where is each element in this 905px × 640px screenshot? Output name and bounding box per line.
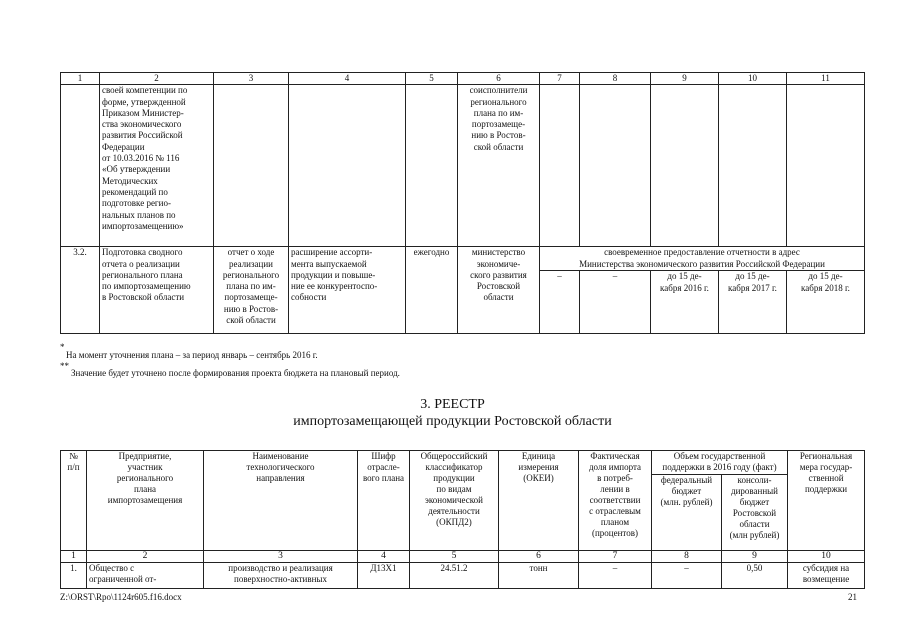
col-number: 9 xyxy=(722,551,788,563)
header-cell: № п/п xyxy=(61,451,87,551)
col-number: 7 xyxy=(579,551,652,563)
table-cell: отчет о ходе реализации регионального плана по им- портозамеще- нию в Ростов- ской области xyxy=(214,247,289,334)
table-cell: тонн xyxy=(499,563,579,589)
registry-table xyxy=(60,450,865,589)
col-number: 4 xyxy=(358,551,410,563)
table-cell: – xyxy=(579,563,652,589)
table-row xyxy=(61,85,865,247)
table-cell xyxy=(61,85,100,247)
header-cell: Фактическая доля импорта в потреб- лении в соответствии с отраслевым планом (процентов) xyxy=(579,451,652,551)
col-number: 3 xyxy=(204,551,358,563)
table-cell: до 15 де- кабря 2018 г. xyxy=(787,271,865,334)
col-number: 4 xyxy=(289,73,406,85)
header-cell: Единица измерения (ОКЕИ) xyxy=(499,451,579,551)
column-number-row xyxy=(61,73,865,85)
col-number: 3 xyxy=(214,73,289,85)
col-number: 10 xyxy=(788,551,865,563)
table-cell: – xyxy=(652,563,722,589)
table-cell xyxy=(651,85,719,247)
col-number: 6 xyxy=(458,73,540,85)
row-number: 3.2. xyxy=(61,247,100,334)
col-number: 1 xyxy=(61,551,87,563)
header-row xyxy=(61,451,865,475)
header-cell: Шифр отрасле- вого плана xyxy=(358,451,410,551)
table-cell: Подготовка сводного отчета о реализации регионального плана по импортозамещению в Ростовской области xyxy=(100,247,214,334)
action-plan-table xyxy=(60,72,865,334)
footnote-2-mark: ** xyxy=(60,361,69,371)
table-cell xyxy=(289,85,406,247)
table-cell: 0,50 xyxy=(722,563,788,589)
table-cell: 24.51.2 xyxy=(410,563,499,589)
table-cell xyxy=(580,85,651,247)
header-cell: Общероссийский классификатор продукции по видам экономической деятельности (ОКПД2) xyxy=(410,451,499,551)
table-cell xyxy=(406,85,458,247)
table-row xyxy=(61,247,865,271)
col-number: 1 xyxy=(61,73,100,85)
table-cell: – xyxy=(580,271,651,334)
table-cell: министерство экономиче- ского развития Ростовской области xyxy=(458,247,540,334)
column-number-row xyxy=(61,551,865,563)
section-subtitle: импортозамещающей продукции Ростовской области xyxy=(293,414,612,429)
table-cell: до 15 де- кабря 2016 г. xyxy=(651,271,719,334)
col-number: 11 xyxy=(787,73,865,85)
table-cell: Общество с ограниченной от- xyxy=(87,563,204,589)
table-cell: Д13Х1 xyxy=(358,563,410,589)
col-number: 2 xyxy=(100,73,214,85)
table-cell: субсидия на возмещение xyxy=(788,563,865,589)
col-number: 5 xyxy=(406,73,458,85)
col-number: 2 xyxy=(87,551,204,563)
table-cell xyxy=(787,85,865,247)
table-row xyxy=(61,563,865,589)
header-cell: консоли- дированный бюджет Ростовской области (млн рублей) xyxy=(722,475,788,551)
col-number: 6 xyxy=(499,551,579,563)
merged-cell: своевременное предоставление отчетности в адрес Министерства экономического развития Российской Федерации xyxy=(540,247,865,271)
footnote-1: На момент уточнения плана – за период январь – сентябрь 2016 г. xyxy=(66,350,318,360)
table-cell: до 15 де- кабря 2017 г. xyxy=(719,271,787,334)
row-number: 1. xyxy=(61,563,87,589)
file-path: Z:\ORST\Rpo\1124r605.f16.docx xyxy=(60,592,182,602)
header-cell: Предприятие, участник регионального плана импортозамещения xyxy=(87,451,204,551)
col-number: 9 xyxy=(651,73,719,85)
table-cell xyxy=(214,85,289,247)
table-cell: своей компетенции по форме, утвержденной Приказом Министер- ства экономического развития Российской Федерации от 10.03.2016 № 116 «Об утверждении Методических рекомендаций по подготовке регио- нальных планов по импортозамещению» xyxy=(100,85,214,247)
footnote-2: Значение будет уточнено после формирования проекта бюджета на плановый период. xyxy=(71,368,400,378)
header-cell: Наименование технологического направления xyxy=(204,451,358,551)
page-number: 21 xyxy=(848,592,857,602)
col-number: 10 xyxy=(719,73,787,85)
col-number: 5 xyxy=(410,551,499,563)
col-number: 8 xyxy=(652,551,722,563)
table-cell xyxy=(719,85,787,247)
footnote-1-mark: * xyxy=(60,342,65,352)
table-cell: соисполнители регионального плана по им- портозамеще- нию в Ростов- ской области xyxy=(458,85,540,247)
table-cell: ежегодно xyxy=(406,247,458,334)
table-cell: – xyxy=(540,271,580,334)
col-number: 8 xyxy=(580,73,651,85)
header-cell: Объем государственной поддержки в 2016 году (факт) xyxy=(652,451,788,475)
header-cell: федеральный бюджет (млн. рублей) xyxy=(652,475,722,551)
table-cell: расширение ассорти- мента выпускаемой продукции и повыше- ние ее конкурентоспо- собности xyxy=(289,247,406,334)
header-cell: Региональная мера государ- ственной поддержки xyxy=(788,451,865,551)
section-title: 3. РЕЕСТР xyxy=(420,397,485,412)
table-cell xyxy=(540,85,580,247)
col-number: 7 xyxy=(540,73,580,85)
table-cell: производство и реализация поверхностно-активных xyxy=(204,563,358,589)
